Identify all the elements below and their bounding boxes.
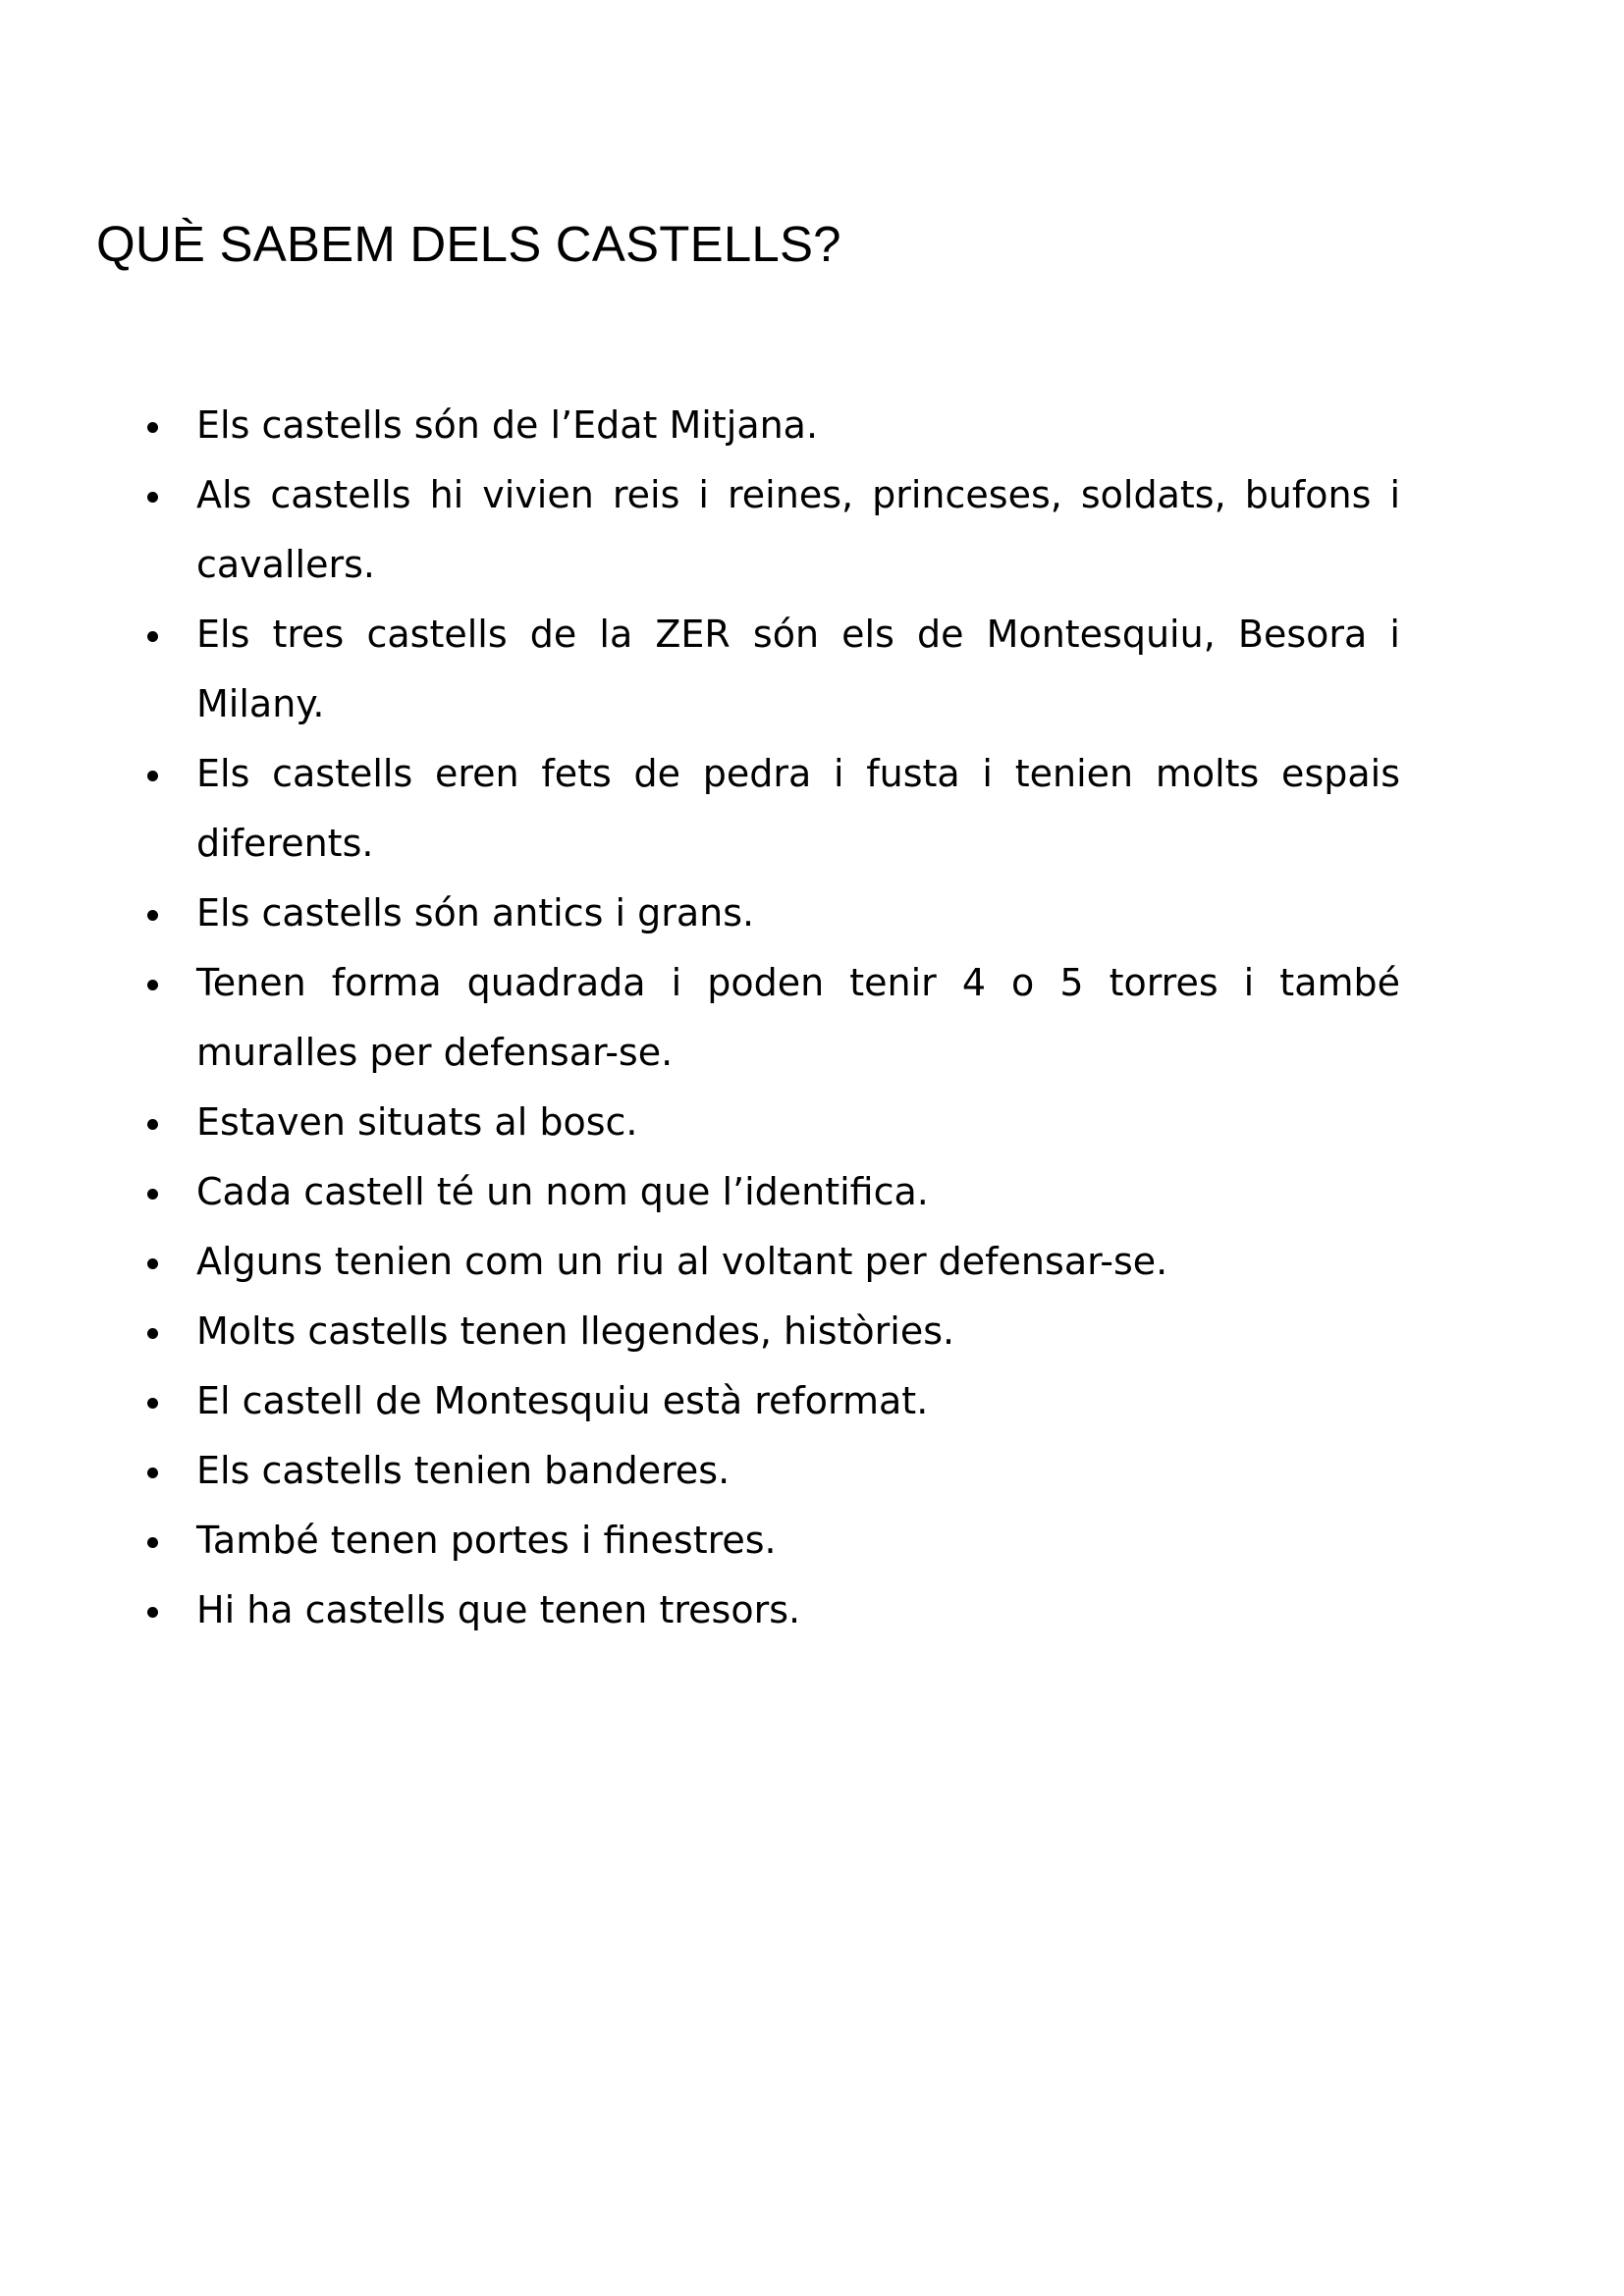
list-item-text: Estaven situats al bosc. — [196, 1100, 638, 1144]
list-item-text: Tenen forma quadrada i poden tenir 4 o 5 torres i també muralles per defensar-se. — [196, 961, 1400, 1074]
list-item — [145, 879, 1400, 948]
list-item-text: També tenen portes i finestres. — [196, 1519, 777, 1562]
list-item — [145, 1575, 1400, 1645]
bullet-icon — [147, 980, 158, 990]
bullet-icon — [147, 1607, 158, 1618]
list-item — [145, 1157, 1400, 1227]
list-item — [145, 1436, 1400, 1506]
list-item — [145, 948, 1400, 1088]
list-item — [145, 460, 1400, 600]
facts-list — [145, 391, 1400, 1645]
list-item-text: Els tres castells de la ZER són els de Montesquiu, Besora i Milany. — [196, 613, 1400, 725]
list-item-text: Molts castells tenen llegendes, històries. — [196, 1309, 955, 1353]
bullet-icon — [147, 631, 158, 642]
list-item — [145, 600, 1400, 739]
page-title: QUÈ SABEM DELS CASTELLS? — [96, 216, 841, 272]
bullet-icon — [147, 492, 158, 503]
list-item — [145, 1297, 1400, 1366]
list-item-text: Hi ha castells que tenen tresors. — [196, 1588, 801, 1631]
list-item — [145, 1366, 1400, 1436]
list-item — [145, 1506, 1400, 1575]
list-item-text: Els castells són antics i grans. — [196, 891, 755, 934]
list-item-text: Cada castell té un nom que l’identifica. — [196, 1170, 929, 1213]
list-item-text: El castell de Montesquiu està reformat. — [196, 1379, 929, 1422]
list-item-text: Els castells són de l’Edat Mitjana. — [196, 403, 819, 447]
list-item — [145, 739, 1400, 879]
list-item-text: Alguns tenien com un riu al voltant per defensar-se. — [196, 1240, 1168, 1283]
bullet-icon — [147, 422, 158, 433]
list-item-text: Els castells eren fets de pedra i fusta i tenien molts espais diferents. — [196, 752, 1400, 865]
bullet-icon — [147, 1258, 158, 1269]
list-item — [145, 391, 1400, 460]
bullet-icon — [147, 1189, 158, 1200]
list-item — [145, 1227, 1400, 1297]
list-item — [145, 1088, 1400, 1157]
bullet-icon — [147, 1119, 158, 1130]
list-item-text: Els castells tenien banderes. — [196, 1449, 731, 1492]
bullet-icon — [147, 1468, 158, 1478]
bullet-icon — [147, 1328, 158, 1339]
bullet-icon — [147, 910, 158, 921]
bullet-icon — [147, 1398, 158, 1409]
bullet-icon — [147, 1537, 158, 1548]
bullet-icon — [147, 771, 158, 781]
list-item-text: Als castells hi vivien reis i reines, princeses, soldats, bufons i cavallers. — [196, 473, 1400, 586]
